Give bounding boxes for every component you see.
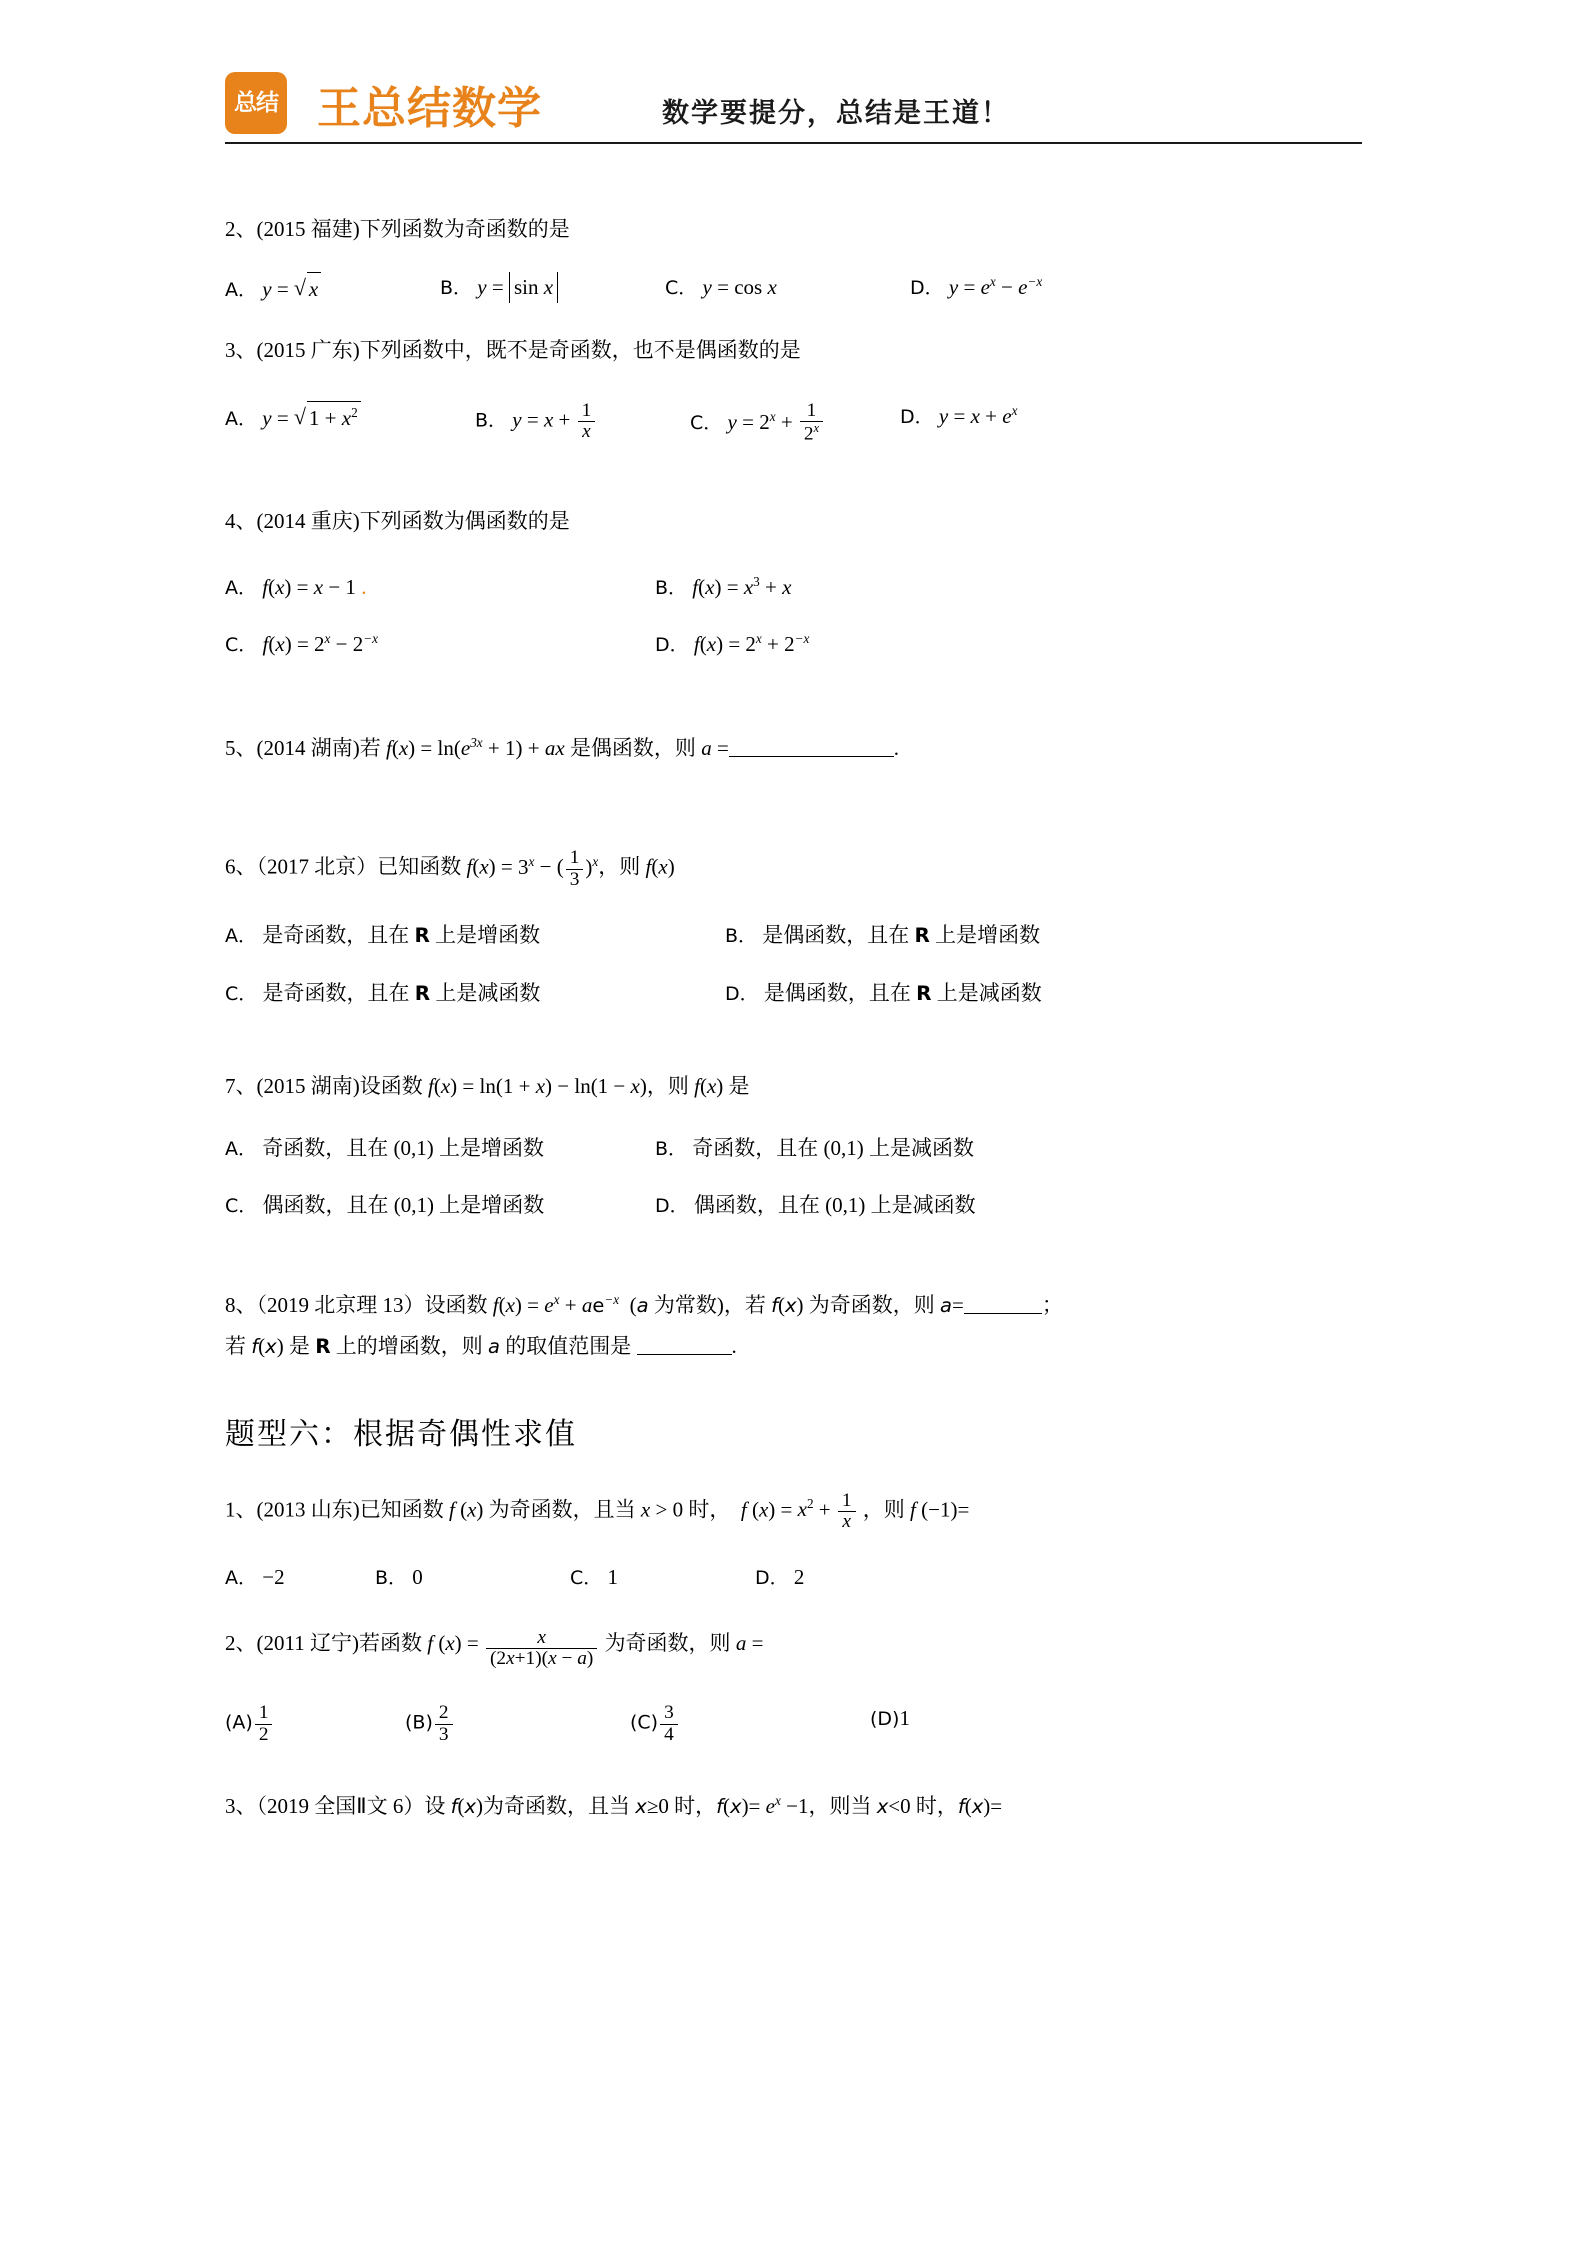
answer-blank[interactable] [729,735,894,757]
logo-badge-line1: 总 [234,89,256,116]
option-label: A． [225,1137,257,1160]
option-label: D． [910,276,944,299]
option-label: D． [655,634,689,657]
section-question-2-option-d[interactable]: (D)1 [870,1706,910,1731]
option-label: C． [690,411,723,434]
question-7-prefix: 7、(2015 湖南) [225,1074,360,1098]
question-6-option-c[interactable]: C． 是奇函数，且在 R 上是减函数 [225,980,541,1005]
option-label: B． [655,576,688,599]
section-question-2-options [225,1703,1362,1745]
option-label: D． [900,405,934,428]
section-title: 题型六：根据奇偶性求值 [225,1417,577,1451]
question-3-text: 下列函数中，既不是奇函数，也不是偶函数的是 [359,338,801,362]
section-question-2-option-a[interactable]: (A) $\frac{1}{2}$ [225,1703,405,1745]
option-label: (B) [405,1711,433,1734]
question-3-option-a[interactable]: A． y = √ $1 + x^2$ [225,401,475,445]
option-label: B． [655,1137,688,1160]
option-label: C． [570,1567,603,1590]
question-4-option-d[interactable]: D． $f(x) = 2^x + 2^{-x}$ [655,631,810,657]
option-label: (C) [630,1711,659,1734]
question-6-prefix: 6、（2017 北京） [225,855,378,880]
answer-blank[interactable] [964,1292,1042,1314]
option-label: B． [375,1567,408,1590]
question-4-text: 下列函数为偶函数的是 [359,509,570,534]
question-8-prefix: 8、（2019 北京理 13） [225,1292,425,1317]
question-2-text: 下列函数为奇函数的是 [359,217,570,241]
section-question-1-option-a[interactable]: A． −2 [225,1565,285,1590]
option-label: C． [665,276,698,299]
question-5-prefix: 5、(2014 湖南) [225,735,360,760]
question-8-stem-line2: 若 f(x) 是 R 上的增函数，则 a 的取值范围是 . [225,1334,737,1358]
section-question-1-option-d[interactable]: D． 2 [755,1565,805,1590]
option-label: B． [475,409,508,432]
question-7-option-b[interactable]: B． 奇函数，且在 (0,1) 上是减函数 [655,1135,975,1160]
option-label: C． [225,634,258,657]
header-divider [225,142,1362,144]
option-label: D． [725,982,759,1005]
question-3-stem [225,335,1362,367]
section-question-1-options [225,1562,1362,1594]
option-label: D． [755,1567,789,1590]
question-7-options-row2 [225,1190,1362,1222]
question-4-option-c[interactable]: C． $f(x) = 2^x - 2^{-x}$ [225,631,379,657]
question-7-option-d[interactable]: D． 偶函数，且在 (0,1) 上是减函数 [655,1193,976,1217]
question-4-options-row2 [225,629,1362,661]
option-label: (A) [225,1711,253,1734]
logo-badge-line2: 结 [256,89,278,116]
question-2-option-a[interactable]: A． y = √ x [225,272,440,306]
question-2-option-d[interactable]: D． $y = e^x - e^{-x}$ [910,273,1043,299]
question-8-stem-line1: 8、（2019 北京理 13）设函数 $f(x) = e^x + ae^{-x}$ (a 为常数)，若 f(x) 为奇函数，则 a= ； [225,1291,1063,1317]
brand-logo-badge [225,72,287,134]
section-question-2-prefix: 2、(2011 辽宁) [225,1630,359,1655]
question-8-text-a: 设函数 [424,1292,493,1317]
question-7-options-row1 [225,1133,1362,1165]
question-7-option-c[interactable]: C． 偶函数，且在 (0,1) 上是增函数 [225,1193,545,1217]
section-question-2-option-b[interactable]: (B) $\frac{2}{3}$ [405,1703,630,1745]
question-4-stem [225,506,1362,538]
section-question-3-stem: 3、（2019 全国Ⅱ文 6）设 f(x)为奇函数，且当 x≥0 时，$f(x)= e^x -1$，则当 x<0 时，f(x)= [225,1792,1003,1818]
question-2-stem [225,214,1362,246]
orange-mark: . [361,574,367,599]
answer-blank[interactable] [637,1333,732,1355]
section-question-1-option-c[interactable]: C． 1 [570,1565,619,1590]
question-7-option-a[interactable]: A． 奇函数，且在 (0,1) 上是增函数 [225,1135,544,1160]
question-7-stem: 7、(2015 湖南)设函数 f(x) = ln(1 + x) − ln(1 − x)，则 f(x) 是 [225,1074,750,1098]
question-3-options [225,401,1362,445]
option-label: C． [225,982,258,1005]
question-6-options-row2 [225,978,1362,1010]
section-question-1-stem: 1、(2013 山东)已知函数 f (x) 为奇函数，且当 x > 0 时， f $(x) = x^2$ + $\frac{1}{x}$ ，则 f (−1)= [225,1489,970,1532]
question-2-option-c[interactable]: C． y = cos x [665,274,777,299]
option-label: C． [225,1195,258,1217]
section-question-3-prefix: 3、（2019 全国Ⅱ文 6） [225,1793,425,1818]
question-6-option-a[interactable]: A． 是奇函数，且在 R 上是增函数 [225,923,541,947]
page-header [225,0,1362,184]
brand-slogan: 数学要提分，总结是王道！ [662,98,1010,129]
question-2-option-b[interactable]: B． y = sin x [440,272,665,306]
option-label: D． [655,1195,689,1217]
question-6-option-b[interactable]: B． 是偶函数，且在 R 上是增函数 [725,923,1041,947]
option-label: B． [440,276,473,299]
section-question-2-option-c[interactable]: (C) $\frac{3}{4}$ [630,1703,870,1745]
option-label: A． [225,925,257,947]
question-3-prefix: 3、(2015 广东) [225,338,360,362]
question-2-options [225,272,1362,306]
question-8-line1-end: ； [1041,1292,1063,1317]
question-3-option-c[interactable]: C． y = 2$^x$ + $\frac{1}{2^x}$ [690,401,900,445]
option-label: (D) [870,1708,900,1731]
question-4-option-a[interactable]: A． f(x) = x − 1 . [225,574,367,599]
question-8-line2-end: . [731,1334,737,1358]
section-question-1-prefix: 1、(2013 山东) [225,1497,360,1522]
question-6-stem: 6、（2017 北京）已知函数 f(x) = 3$^x$ − ( $\frac{1}{3}$ )$^x$，则 f(x) [225,847,675,890]
option-label: A． [225,1567,257,1590]
question-3-option-b[interactable]: B． y = x + $\frac{1}{x}$ [475,401,690,445]
question-4-prefix: 4、(2014 重庆) [225,509,360,534]
brand-name: 王总结数学 [317,83,542,134]
question-6-options-row1 [225,920,1362,952]
option-label: A． [225,278,257,301]
option-label: A． [225,576,257,599]
section-question-2-stem: 2、(2011 辽宁)若函数 f (x) = $\frac{x}{(2x+1)(x - a)}$ 为奇函数，则 a = [225,1626,764,1670]
question-4-option-b[interactable]: B． $f(x) = x^3 + x$ [655,573,792,599]
question-6-option-d[interactable]: D． 是偶函数，且在 R 上是减函数 [725,980,1042,1005]
option-label: A． [225,407,257,430]
question-2-prefix: 2、(2015 福建) [225,217,360,241]
option-label: B． [725,925,758,947]
question-4-options-row1 [225,572,1362,604]
section-question-1-option-b[interactable]: B． 0 [375,1565,423,1590]
question-3-option-d[interactable]: D． $y = x + e^x$ [900,402,1018,428]
question-5-stem: 5、(2014 湖南)若 $f(x) = \ln(e^{3x} + 1)$ + ax 是偶函数，则 a = . [225,734,900,760]
